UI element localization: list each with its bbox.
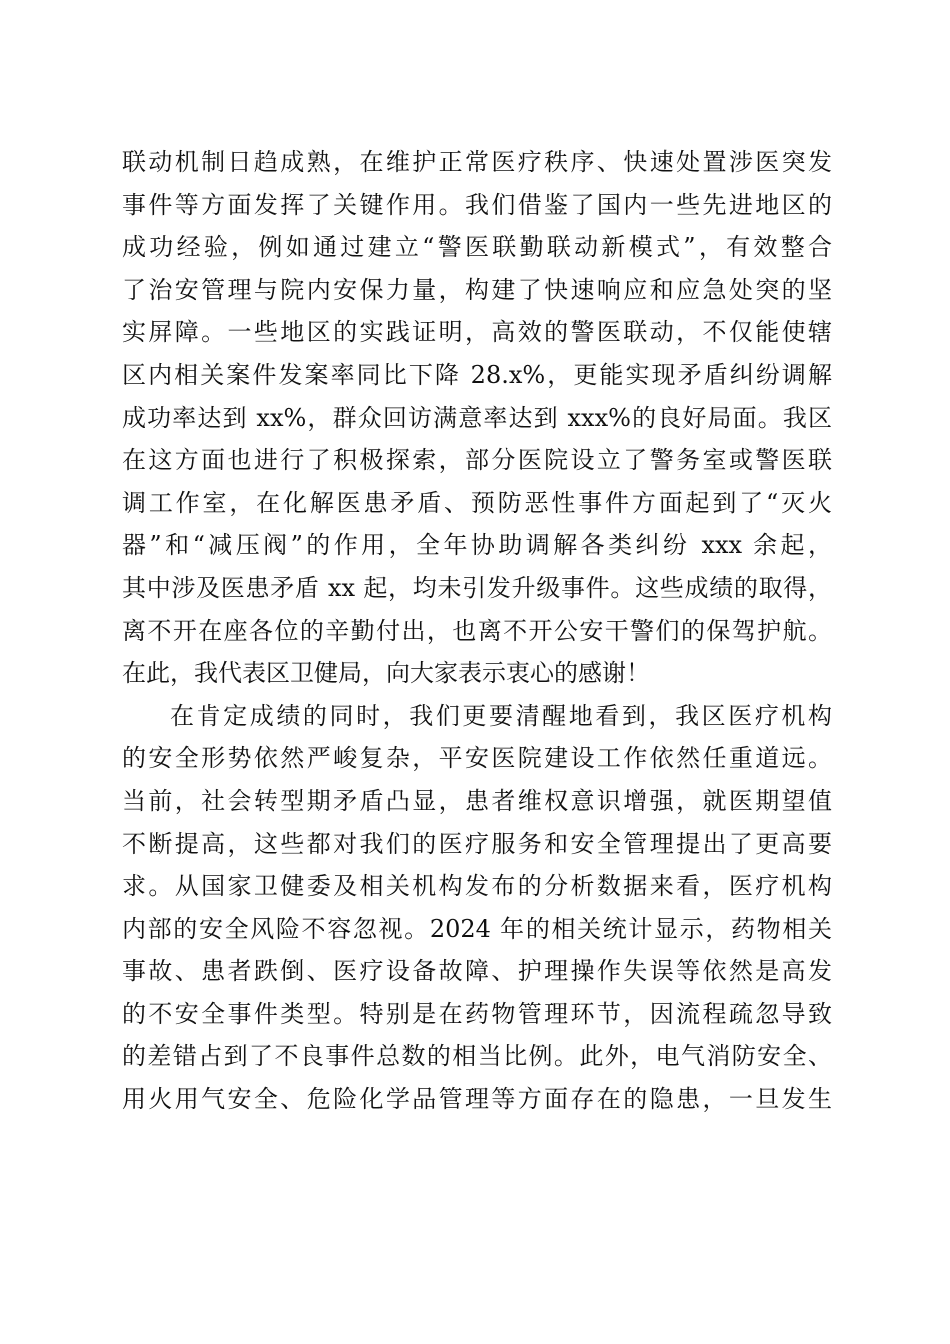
text-line: 事故、患者跌倒、医疗设备故障、护理操作失误等依然是高发 bbox=[122, 957, 832, 986]
paragraph-1 bbox=[122, 141, 832, 695]
text-line: 调工作室，在化解医患矛盾、预防恶性事件方面起到了“灭火 bbox=[122, 488, 832, 517]
text-line: 不断提高，这些都对我们的医疗服务和安全管理提出了更高要 bbox=[122, 829, 832, 858]
text-line: 区内相关案件发案率同比下降 28.x%，更能实现矛盾纠纷调解 bbox=[122, 360, 832, 389]
text-line: 实屏障。一些地区的实践证明，高效的警医联动，不仅能使辖 bbox=[122, 318, 832, 347]
text-line: 联动机制日趋成熟，在维护正常医疗秩序、快速处置涉医突发 bbox=[122, 148, 832, 176]
text-line: 在此，我代表区卫健局，向大家表示衷心的感谢！ bbox=[122, 659, 650, 688]
text-line: 事件等方面发挥了关键作用。我们借鉴了国内一些先进地区的 bbox=[122, 190, 832, 219]
paragraph-2 bbox=[122, 695, 832, 1121]
text-line: 的安全形势依然严峻复杂，平安医院建设工作依然任重道远。 bbox=[122, 744, 832, 773]
text-line: 内部的安全风险不容忽视。2024 年的相关统计显示，药物相关 bbox=[122, 914, 832, 943]
text-line: 的差错占到了不良事件总数的相当比例。此外，电气消防安全、 bbox=[122, 1042, 832, 1071]
text-line: 用火用气安全、危险化学品管理等方面存在的隐患，一旦发生 bbox=[122, 1085, 832, 1114]
text-line: 求。从国家卫健委及相关机构发布的分析数据来看，医疗机构 bbox=[122, 872, 832, 901]
text-line: 当前，社会转型期矛盾凸显，患者维权意识增强，就医期望值 bbox=[122, 786, 832, 815]
text-line: 器”和“减压阀”的作用，全年协助调解各类纠纷 xxx 余起， bbox=[122, 531, 832, 560]
text-line: 的不安全事件类型。特别是在药物管理环节，因流程疏忽导致 bbox=[122, 999, 832, 1028]
body-text bbox=[122, 141, 832, 1121]
text-line: 成功率达到 xx%，群众回访满意率达到 xxx%的良好局面。我区 bbox=[122, 403, 832, 432]
text-line: 在肯定成绩的同时，我们更要清醒地看到，我区医疗机构 bbox=[170, 701, 832, 730]
text-line: 成功经验，例如通过建立“警医联勤联动新模式”，有效整合 bbox=[122, 233, 832, 262]
text-line: 了治安管理与院内安保力量，构建了快速响应和应急处突的坚 bbox=[122, 275, 832, 304]
text-line: 离不开在座各位的辛勤付出，也离不开公安干警们的保驾护航。 bbox=[122, 616, 832, 645]
text-line: 在这方面也进行了积极探索，部分医院设立了警务室或警医联 bbox=[122, 446, 832, 475]
text-line: 其中涉及医患矛盾 xx 起，均未引发升级事件。这些成绩的取得， bbox=[122, 573, 832, 602]
